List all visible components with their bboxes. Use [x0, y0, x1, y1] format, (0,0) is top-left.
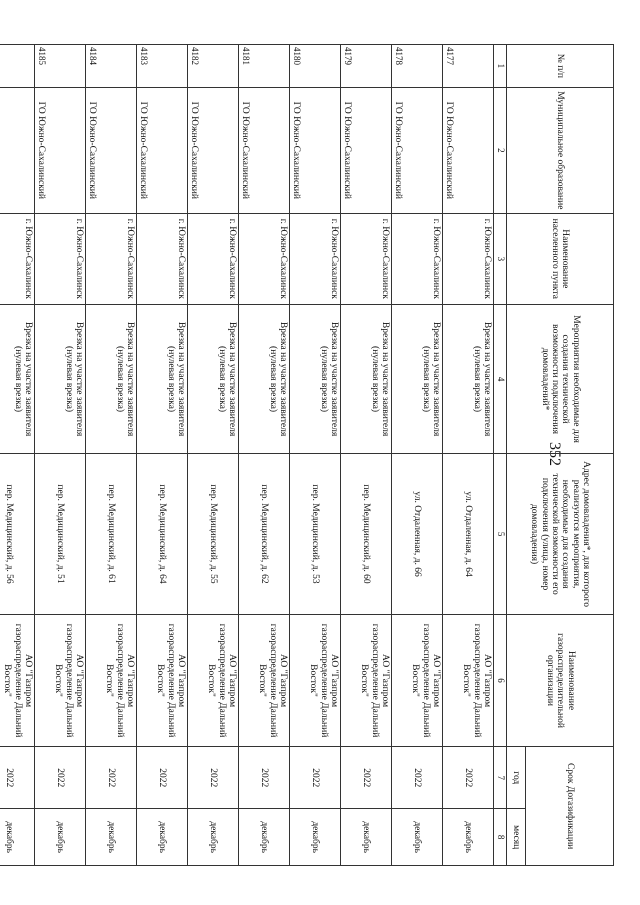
header-municipality: Муниципальное образование — [507, 87, 614, 213]
table-row — [341, 45, 392, 866]
year-cell: 2022 — [443, 747, 494, 809]
month-cell: декабрь — [443, 809, 494, 866]
row-number: 4177 — [443, 45, 494, 88]
column-number: 8 — [494, 809, 507, 866]
address-cell: ул. Отдаленная, д. 64 — [443, 454, 494, 614]
activity-cell: Врезка на участке заявителя (нулевая врезка) — [443, 304, 494, 454]
month-cell: декабрь — [0, 809, 35, 866]
table-row — [86, 45, 137, 866]
row-number: 4182 — [188, 45, 239, 88]
gdo-cell: АО "Газпром газораспределение Дальний Восток" — [188, 614, 239, 747]
column-number: 4 — [494, 304, 507, 454]
year-cell: 2022 — [137, 747, 188, 809]
municipality-cell: ГО Южно-Сахалинский — [341, 87, 392, 213]
table-row — [137, 45, 188, 866]
gdo-cell: АО "Газпром газораспределение Дальний Восток" — [392, 614, 443, 747]
year-cell: 2022 — [35, 747, 86, 809]
address-cell: пер. Медицинский, д. 56 — [0, 454, 35, 614]
table-row — [290, 45, 341, 866]
settlement-cell: г. Южно-Сахалинск — [35, 213, 86, 304]
header-activities: Мероприятия необходимые для создания технической возможности подключения домовладений* — [507, 304, 614, 454]
municipality-cell: ГО Южно-Сахалинский — [86, 87, 137, 213]
column-number: 2 — [494, 87, 507, 213]
gdo-cell: АО "Газпром газораспределение Дальний Восток" — [239, 614, 290, 747]
table-row — [0, 45, 35, 866]
year-cell: 2022 — [239, 747, 290, 809]
header-deadline: Срок Догазификации — [526, 747, 614, 866]
gdo-cell: АО "Газпром газораспределение Дальний Восток" — [290, 614, 341, 747]
column-numbers-row — [494, 45, 507, 866]
address-cell: пер. Медицинский, д. 51 — [35, 454, 86, 614]
municipality-cell: ГО Южно-Сахалинский — [188, 87, 239, 213]
municipality-cell: ГО Южно-Сахалинский — [137, 87, 188, 213]
settlement-cell: г. Южно-Сахалинск — [137, 213, 188, 304]
month-cell: декабрь — [35, 809, 86, 866]
settlement-cell: г. Южно-Сахалинск — [392, 213, 443, 304]
settlement-cell: г. Южно-Сахалинск — [341, 213, 392, 304]
table-row — [392, 45, 443, 866]
row-number: 4179 — [341, 45, 392, 88]
activity-cell: Врезка на участке заявителя (нулевая врезка) — [188, 304, 239, 454]
activity-cell: Врезка на участке заявителя (нулевая врезка) — [35, 304, 86, 454]
settlement-cell: г. Южно-Сахалинск — [0, 213, 35, 304]
settlement-cell: г. Южно-Сахалинск — [290, 213, 341, 304]
activity-cell: Врезка на участке заявителя (нулевая врезка) — [137, 304, 188, 454]
row-number: 4185 — [35, 45, 86, 88]
activity-cell: Врезка на участке заявителя (нулевая врезка) — [392, 304, 443, 454]
activity-cell: Врезка на участке заявителя (нулевая врезка) — [341, 304, 392, 454]
municipality-cell: ГО Южно-Сахалинский — [290, 87, 341, 213]
month-cell: декабрь — [290, 809, 341, 866]
activity-cell: Врезка на участке заявителя (нулевая врезка) — [239, 304, 290, 454]
settlement-cell: г. Южно-Сахалинск — [86, 213, 137, 304]
gdo-cell: АО "Газпром газораспределение Дальний Восток" — [443, 614, 494, 747]
year-cell: 2022 — [290, 747, 341, 809]
column-number: 7 — [494, 747, 507, 809]
year-cell: 2022 — [392, 747, 443, 809]
gdo-cell: АО "Газпром газораспределение Дальний Восток" — [0, 614, 35, 747]
address-cell: ул. Отдаленная, д. 66 — [392, 454, 443, 614]
header-number: № п/п — [507, 45, 614, 88]
header-address: Адрес домовладения*, для которого реализуются мероприятия, необходимые для создания технической возможности его подключения (улица, номер домовладения) — [507, 454, 614, 614]
address-cell: пер. Медицинский, д. 55 — [188, 454, 239, 614]
activity-cell: Врезка на участке заявителя (нулевая врезка) — [0, 304, 35, 454]
address-cell: пер. Медицинский, д. 62 — [239, 454, 290, 614]
gdo-cell: АО "Газпром газораспределение Дальний Восток" — [137, 614, 188, 747]
row-number — [0, 45, 35, 88]
column-number: 6 — [494, 614, 507, 747]
municipality-cell: ГО Южно-Сахалинский — [35, 87, 86, 213]
month-cell: декабрь — [188, 809, 239, 866]
year-cell: 2022 — [86, 747, 137, 809]
address-cell: пер. Медицинский, д. 61 — [86, 454, 137, 614]
month-cell: декабрь — [392, 809, 443, 866]
activity-cell: Врезка на участке заявителя (нулевая врезка) — [290, 304, 341, 454]
column-number: 3 — [494, 213, 507, 304]
table-row — [35, 45, 86, 866]
gasification-table — [0, 44, 614, 866]
document-table-wrapper — [2, 44, 614, 866]
address-cell: пер. Медицинский, д. 60 — [341, 454, 392, 614]
page-number: 352 — [546, 442, 563, 466]
row-number: 4178 — [392, 45, 443, 88]
row-number: 4181 — [239, 45, 290, 88]
header-settlement: Наименование населенного пункта — [507, 213, 614, 304]
settlement-cell: г. Южно-Сахалинск — [188, 213, 239, 304]
year-cell: 2022 — [0, 747, 35, 809]
gdo-cell: АО "Газпром газораспределение Дальний Восток" — [35, 614, 86, 747]
header-month: месяц — [507, 809, 526, 866]
settlement-cell: г. Южно-Сахалинск — [443, 213, 494, 304]
row-number: 4184 — [86, 45, 137, 88]
month-cell: декабрь — [341, 809, 392, 866]
table-row — [443, 45, 494, 866]
year-cell: 2022 — [188, 747, 239, 809]
settlement-cell: г. Южно-Сахалинск — [239, 213, 290, 304]
row-number: 4183 — [137, 45, 188, 88]
year-cell: 2022 — [341, 747, 392, 809]
address-cell: пер. Медицинский, д. 64 — [137, 454, 188, 614]
gdo-cell: АО "Газпром газораспределение Дальний Восток" — [341, 614, 392, 747]
header-gdo: Наименование газораспределительной организации — [507, 614, 614, 747]
header-row — [526, 45, 614, 866]
row-number: 4180 — [290, 45, 341, 88]
address-cell: пер. Медицинский, д. 53 — [290, 454, 341, 614]
month-cell: декабрь — [239, 809, 290, 866]
municipality-cell — [0, 87, 35, 213]
column-number: 5 — [494, 454, 507, 614]
municipality-cell: ГО Южно-Сахалинский — [443, 87, 494, 213]
gdo-cell: АО "Газпром газораспределение Дальний Восток" — [86, 614, 137, 747]
header-year: год — [507, 747, 526, 809]
month-cell: декабрь — [137, 809, 188, 866]
municipality-cell: ГО Южно-Сахалинский — [239, 87, 290, 213]
table-row — [239, 45, 290, 866]
month-cell: декабрь — [86, 809, 137, 866]
activity-cell: Врезка на участке заявителя (нулевая врезка) — [86, 304, 137, 454]
table-row — [188, 45, 239, 866]
municipality-cell: ГО Южно-Сахалинский — [392, 87, 443, 213]
column-number: 1 — [494, 45, 507, 88]
